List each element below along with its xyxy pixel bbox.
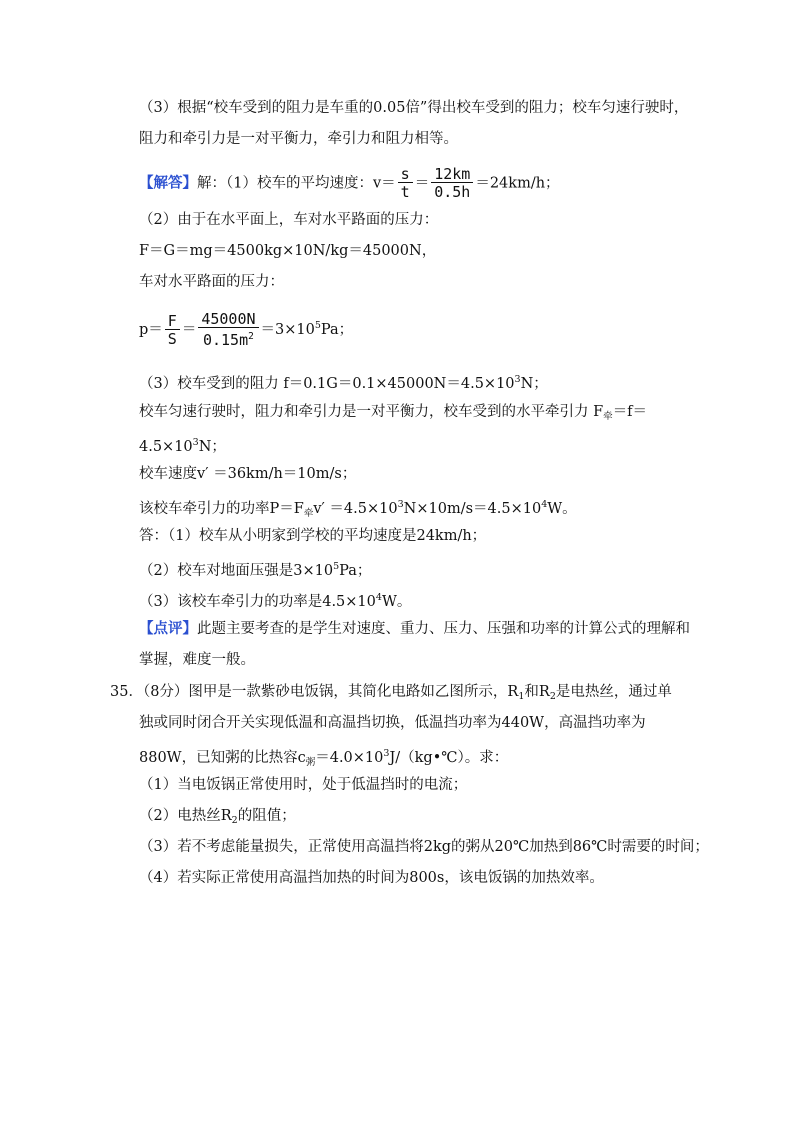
answer-tag: 【解答】: [139, 174, 197, 192]
question-35-sub4: （4）若实际正常使用高温挡加热的时间为800s，该电饭锅的加热效率。: [139, 870, 604, 886]
velocity-value-fraction: $\frac{12km}{0.5h}$: [431, 166, 473, 201]
final-answer-line1: 答：（1）校车从小明家到学校的平均速度是24km/h；: [139, 528, 487, 544]
answer-part2-line2: F＝G＝mg＝4500kg×10N/kg＝45000N，: [139, 243, 437, 259]
answer-part2-line1: （2）由于在水平面上，车对水平路面的压力：: [139, 212, 439, 228]
answer-part2-line3: 车对水平路面的压力：: [139, 274, 284, 290]
answer-part3-line5: 该校车牵引力的功率$P=F_牵v' =4.5\times 10^3N\times 10m/s=4.5\times 10^4W$。: [139, 499, 577, 519]
comment-tag: 【点评】: [139, 620, 197, 637]
question-35-line3: 880W，已知粥的比热容$c_粥=4.0\times 10^3J/(kg•℃)$。求：: [139, 748, 509, 768]
comment-line2: 掌握，难度一般。: [139, 652, 255, 668]
answer-part3-line4: 校车速度v′ ＝36km/h＝10m/s；: [139, 466, 357, 482]
answer-part3-line3: $4.5\times 10^3N$；: [139, 437, 226, 455]
pressure-formula: p＝ $\frac{F}{S}$ ＝ $\frac{45000N}{0.15m^2}$ $=3\times 10^5Pa$；: [139, 310, 354, 349]
final-answer-line2: （2）校车对地面压强是$3\times 10^5Pa$；: [139, 561, 372, 579]
velocity-fraction: $\frac{s}{t}$: [398, 166, 413, 201]
answer-part3-line1: （3）校车受到的阻力 $f=0.1G=0.1\times 45000N=4.5\times 10^3N$；: [139, 374, 548, 392]
question-35-sub2: （2）电热丝$R_2$的阻值；: [139, 808, 296, 826]
analysis-part3-line1: （3）根据“校车受到的阻力是车重的0.05倍”得出校车受到的阻力；校车匀速行驶时，: [139, 100, 689, 116]
pressure-fraction: $\frac{F}{S}$: [165, 313, 180, 348]
analysis-part3-line2: 阻力和牵引力是一对平衡力，牵引力和阻力相等。: [139, 131, 458, 147]
comment-line1: 【点评】此题主要考查的是学生对速度、重力、压力、压强和功率的计算公式的理解和: [139, 620, 690, 637]
question-35-sub1: （1）当电饭锅正常使用时，处于低温挡时的电流；: [139, 777, 468, 793]
answer-part3-line2: 校车匀速行驶时，阻力和牵引力是一对平衡力，校车受到的水平牵引力 $F_牵=f=$: [139, 404, 648, 422]
question-35-sub3: （3）若不考虑能量损失，正常使用高温挡将2kg的粥从20℃加热到86℃时需要的时间；: [139, 839, 709, 855]
answer-part1: 【解答】解：（1）校车的平均速度：v＝ $\frac{s}{t}$ ＝ $\frac{12km}{0.5h}$ ＝24km/h；: [139, 165, 560, 201]
final-answer-line3: （3）该校车牵引力的功率是$4.5\times 10^4W$。: [139, 592, 412, 610]
question-35-line1: 35．（8分）图甲是一款紫砂电饭锅，其简化电路如乙图所示，$R_1$和$R_2$是电热丝，通过单: [110, 684, 672, 702]
pressure-value-fraction: $\frac{45000N}{0.15m^2}$: [198, 311, 258, 349]
question-35-line2: 独或同时闭合开关实现低温和高温挡切换，低温挡功率为440W，高温挡功率为: [139, 715, 646, 731]
